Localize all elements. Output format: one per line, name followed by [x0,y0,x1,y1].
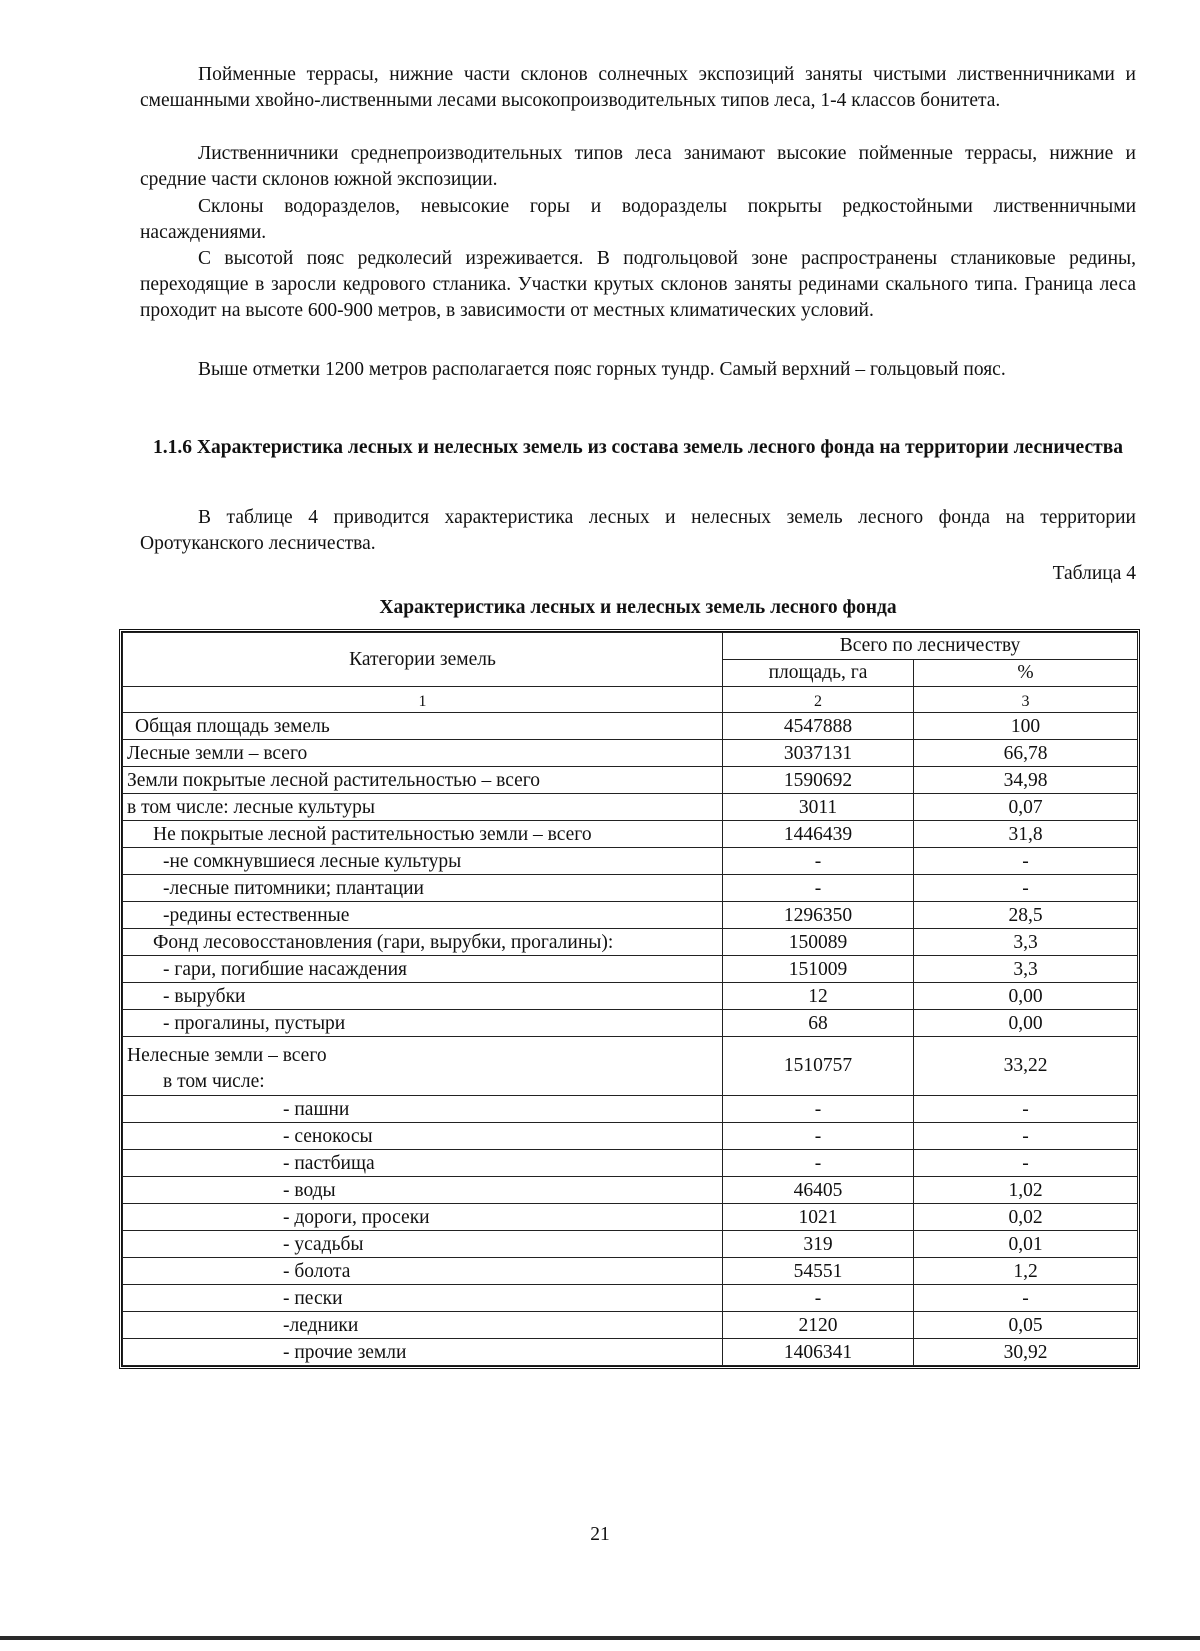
table-header-row [123,633,1138,660]
row-area: 151009 [723,956,914,983]
table-row [123,956,1138,983]
table-number: Таблица 4 [1052,563,1136,584]
paragraph-larch-forests: Лиственничники среднепроизводительных типов леса занимают высокие пойменные террасы, нижние и средние части склонов южной экспозиции. [140,143,1136,190]
table-row [123,794,1138,821]
table-row [123,1010,1138,1037]
table-row [123,1258,1138,1285]
paragraph-floodplain-terraces: Пойменные террасы, нижние части склонов солнечных экспозиций заняты чистыми лиственничниками и смешанными хвойно-лиственными лесами высокопроизводительных типов леса, 1-4 классов бонитета. [140,64,1136,111]
table-row [123,1123,1138,1150]
row-percent: 0,05 [914,1312,1138,1339]
table-row [123,875,1138,902]
paragraph-open-woodland-belt: С высотой пояс редколесий изреживается. В подгольцовой зоне распространены стланиковые редины, переходящие в заросли кедрового стланика. Участки крутых склонов заняты рединами скального типа. Граница леса проходит на высоте 600-900 метров, в зависимости от местных климатических условий. [140,248,1136,321]
table-row [123,1339,1138,1366]
row-percent: - [914,875,1138,902]
row-area: - [723,1123,914,1150]
table-column-numbers [123,687,1138,713]
row-label: - гари, погибшие насаждения [123,956,723,983]
bottom-rule [0,1636,1200,1640]
row-percent: 0,07 [914,794,1138,821]
row-label: -лесные питомники; плантации [123,875,723,902]
table-row [123,929,1138,956]
row-area: - [723,875,914,902]
row-percent: 1,2 [914,1258,1138,1285]
land-table [119,629,1140,1369]
row-percent: 30,92 [914,1339,1138,1366]
row-percent: 3,3 [914,956,1138,983]
row-label: - пески [123,1285,723,1312]
row-label: - вырубки [123,983,723,1010]
row-area: - [723,848,914,875]
row-area: 4547888 [723,713,914,740]
paragraph-mountain-tundra: Выше отметки 1200 метров располагается пояс горных тундр. Самый верхний – гольцовый пояс. [198,359,1006,380]
row-label: - болота [123,1258,723,1285]
section-heading: 1.1.6 Характеристика лесных и нелесных земель из состава земель лесного фонда на территории лесничества [153,437,1123,458]
row-area: 12 [723,983,914,1010]
row-area: - [723,1096,914,1123]
row-label: Фонд лесовосстановления (гари, вырубки, прогалины): [123,929,723,956]
row-area: 46405 [723,1177,914,1204]
row-label: - сенокосы [123,1123,723,1150]
row-percent: 31,8 [914,821,1138,848]
row-percent: 0,02 [914,1204,1138,1231]
table-title: Характеристика лесных и нелесных земель лесного фонда [379,597,897,618]
row-label: Земли покрытые лесной растительностью – всего [123,767,723,794]
row-percent: 28,5 [914,902,1138,929]
header-group: Всего по лесничеству [723,633,1138,660]
table-row [123,1285,1138,1312]
row-percent: - [914,848,1138,875]
row-label: - пашни [123,1096,723,1123]
table-row [123,1150,1138,1177]
row-label: - прогалины, пустыри [123,1010,723,1037]
row-percent: 66,78 [914,740,1138,767]
row-percent: 0,00 [914,983,1138,1010]
header-category: Категории земель [123,633,723,687]
row-label: - дороги, просеки [123,1204,723,1231]
row-label: -ледники [123,1312,723,1339]
row-area: 68 [723,1010,914,1037]
row-percent: - [914,1150,1138,1177]
row-percent: - [914,1123,1138,1150]
row-percent: 3,3 [914,929,1138,956]
table-row [123,821,1138,848]
row-label: Не покрытые лесной растительностью земли – всего [123,821,723,848]
table-row-nonforest [123,1037,1138,1096]
row-label: - пастбища [123,1150,723,1177]
row-label: в том числе: лесные культуры [123,794,723,821]
row-area: 1510757 [723,1037,914,1096]
row-percent: 0,01 [914,1231,1138,1258]
table-row [123,902,1138,929]
table-row [123,983,1138,1010]
row-label: - прочие земли [123,1339,723,1366]
column-number-3: 3 [914,687,1138,713]
row-area: 150089 [723,929,914,956]
table-row [123,767,1138,794]
table-row [123,1312,1138,1339]
table-row [123,848,1138,875]
table-row [123,713,1138,740]
row-label: - воды [123,1177,723,1204]
row-percent: - [914,1096,1138,1123]
table-row [123,740,1138,767]
nonforest-sublabel: в том числе: [163,1071,265,1092]
row-percent: 33,22 [914,1037,1138,1096]
column-number-2: 2 [723,687,914,713]
page-number: 21 [590,1524,610,1545]
row-area: 54551 [723,1258,914,1285]
row-percent: 34,98 [914,767,1138,794]
row-area: 1021 [723,1204,914,1231]
header-percent: % [914,660,1138,687]
row-label: Лесные земли – всего [123,740,723,767]
row-label: Общая площадь земель [123,713,723,740]
row-area: 3037131 [723,740,914,767]
row-area: 3011 [723,794,914,821]
row-area: 1296350 [723,902,914,929]
row-area: - [723,1150,914,1177]
intro-paragraph: В таблице 4 приводится характеристика лесных и нелесных земель лесного фонда на территории Оротуканского лесничества. [140,507,1136,554]
row-area: 2120 [723,1312,914,1339]
row-label: -не сомкнувшиеся лесные культуры [123,848,723,875]
row-area: - [723,1285,914,1312]
row-area: 319 [723,1231,914,1258]
nonforest-label: Нелесные земли – всего [127,1045,327,1066]
row-label-nonforest [123,1037,723,1096]
row-area: 1406341 [723,1339,914,1366]
row-label: -редины естественные [123,902,723,929]
row-percent: 1,02 [914,1177,1138,1204]
row-area: 1446439 [723,821,914,848]
row-area: 1590692 [723,767,914,794]
table-row [123,1204,1138,1231]
header-area: площадь, га [723,660,914,687]
row-label: - усадьбы [123,1231,723,1258]
row-percent: 0,00 [914,1010,1138,1037]
table-row [123,1231,1138,1258]
column-number-1: 1 [123,687,723,713]
paragraph-watershed-slopes: Склоны водоразделов, невысокие горы и водоразделы покрыты редкостойными лиственничными насаждениями. [140,196,1136,243]
table-row [123,1177,1138,1204]
table-row [123,1096,1138,1123]
row-percent: 100 [914,713,1138,740]
row-percent: - [914,1285,1138,1312]
